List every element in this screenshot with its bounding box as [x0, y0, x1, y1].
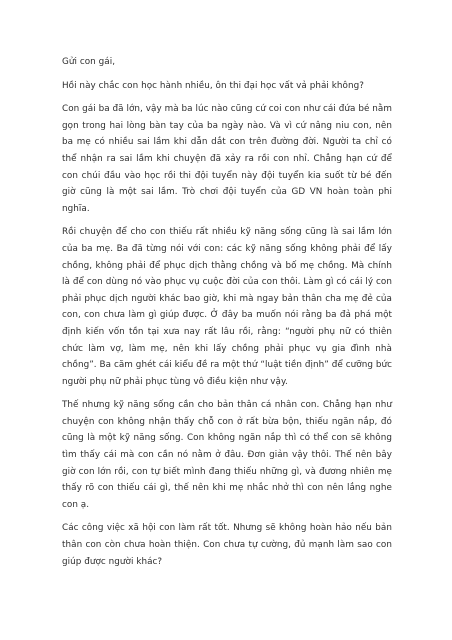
letter-paragraph: Hồi này chắc con học hành nhiều, ôn thi đại học vất vả phải không? [62, 80, 364, 91]
letter-body [62, 54, 392, 577]
letter-paragraph: Thế nhưng kỹ năng sống cần cho bản thân cá nhân con. Chẳng hạn như chuyện con không nhận thấy chỗ con ở rất bừa bộn, thiếu ngăn nắp, đó cũng là một kỹ năng sống. Con không ngăn nắp thì có thể con sẽ không tìm thấy cái mà con cần nó nằm ở đâu. Đơn giản vậy thôi. Thế nên bây giờ con lớn rồi, con tự biết mình đang thiếu những gì, và đương nhiên mẹ thấy rõ con thiếu cái gì, thế nên khi mẹ nhắc nhở thì con nên lắng nghe con ạ. [62, 400, 392, 510]
letter-paragraph: Rồi chuyện để cho con thiếu rất nhiều kỹ năng sống cũng là sai lầm lớn của ba mẹ. Ba đã từng nói với con: các kỹ năng sống không phải để lấy chồng, không phải để phục dịch thằng chồng và bố mẹ chồng. Mà chính là để con dùng nó vào phục vụ cuộc đời của con thôi. Làm gì có cái lý con phải phục dịch người khác bao giờ, khi mà ngay bản thân cha mẹ đẻ của con, con chưa làm gì giúp được. Ở đây ba muốn nói rằng ba đả phá một định kiến vốn tồn tại xưa nay rất lâu rồi, rằng: “người phụ nữ có thiên chức làm vợ, làm mẹ, nên khi lấy chồng phải phục vụ gia đình nhà chồng”. Ba căm ghét cái kiểu đề ra một thứ “luật tiền định” để cưỡng bức người phụ nữ phải phục tùng vô điều kiện như vậy. [62, 227, 392, 387]
letter-greeting: Gửi con gái, [62, 57, 116, 67]
letter-paragraph: Các công việc xã hội con làm rất tốt. Nhưng sẽ không hoàn hảo nếu bản thân con còn chưa hoàn thiện. Con chưa tự cường, đủ mạnh làm sao con giúp được người khác? [62, 523, 392, 567]
letter-paragraph: Con gái ba đã lớn, vậy mà ba lúc nào cũng cứ coi con như cái đứa bé nằm gọn trong hai lòng bàn tay của ba ngày nào. Và vì cứ nâng niu con, nên ba mẹ có nhiều sai lầm khi dẫn dắt con trên đường đời. Người ta chỉ có thể nhận ra sai lầm khi chuyện đã xảy ra rồi con nhỉ. Chẳng hạn cứ để con chúi đầu vào học rồi thi đội tuyển này đội tuyển kia suốt từ bé đến giờ cũng là một sai lầm. Trò chơi đội tuyển của GD VN hoàn toàn phi nghĩa. [62, 104, 392, 214]
